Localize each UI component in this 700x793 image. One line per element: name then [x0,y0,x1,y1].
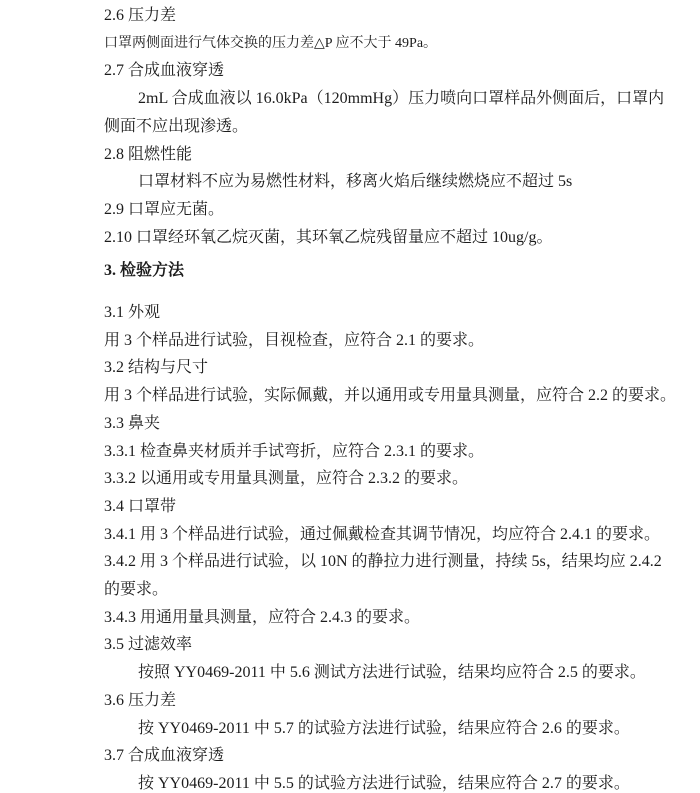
section-3-1-heading: 3.1 外观 [104,304,161,322]
section-3-3-heading: 3.3 鼻夹 [104,414,161,432]
section-3-3-2-item: 3.3.2 以通用或专用量具测量，应符合 2.3.2 的要求。 [104,470,469,488]
section-3-3-1-item: 3.3.1 检查鼻夹材质并手试弯折，应符合 2.3.1 的要求。 [104,442,485,460]
section-3-1-body: 用 3 个样品进行试验，目视检查，应符合 2.1 的要求。 [104,331,485,349]
section-3-5-body: 按照 YY0469-2011 中 5.6 测试方法进行试验，结果均应符合 2.5 的要求。 [138,664,646,682]
section-3-4-2-item-line-1: 3.4.2 用 3 个样品进行试验，以 10N 的静拉力进行测量，持续 5s，结果均应 2.4.2 [104,553,662,571]
section-3-2-body: 用 3 个样品进行试验，实际佩戴，并以通用或专用量具测量，应符合 2.2 的要求。 [104,387,677,405]
section-2-8-heading: 2.8 阻燃性能 [104,145,193,163]
section-3-5-heading: 3.5 过滤效率 [104,636,193,654]
section-2-7-heading: 2.7 合成血液穿透 [104,62,225,80]
section-3-4-1-item: 3.4.1 用 3 个样品进行试验，通过佩戴检查其调节情况，均应符合 2.4.1 的要求。 [104,525,661,543]
section-3-6-heading: 3.6 压力差 [104,691,177,709]
section-3-7-body: 按 YY0469-2011 中 5.5 的试验方法进行试验，结果应符合 2.7 的要求。 [138,774,630,792]
section-3-4-2-item-line-2: 的要求。 [104,581,169,599]
section-2-6-heading: 2.6 压力差 [104,7,177,24]
section-2-9-item: 2.9 口罩应无菌。 [104,200,225,218]
section-3-4-3-item: 3.4.3 用通用量具测量，应符合 2.4.3 的要求。 [104,608,421,626]
section-3-7-heading: 3.7 合成血液穿透 [104,747,225,765]
section-2-7-body-line-1: 2mL 合成血液以 16.0kPa（120mmHg）压力喷向口罩样品外侧面后，口罩内 [138,90,665,108]
section-2-6-body: 口罩两侧面进行气体交换的压力差△P 应不大于 49Pa。 [104,35,438,51]
section-3-2-heading: 3.2 结构与尺寸 [104,359,209,377]
section-2-10-item: 2.10 口罩经环氧乙烷灭菌，其环氧乙烷残留量应不超过 10ug/g。 [104,228,553,246]
chapter-3-heading: 3. 检验方法 [104,262,185,280]
section-2-7-body-line-2: 侧面不应出现渗透。 [104,117,249,135]
section-2-8-body: 口罩材料不应为易燃性材料，移离火焰后继续燃烧应不超过 5s [138,173,573,191]
section-3-6-body: 按 YY0469-2011 中 5.7 的试验方法进行试验，结果应符合 2.6 的要求。 [138,719,630,737]
section-3-4-heading: 3.4 口罩带 [104,497,177,515]
